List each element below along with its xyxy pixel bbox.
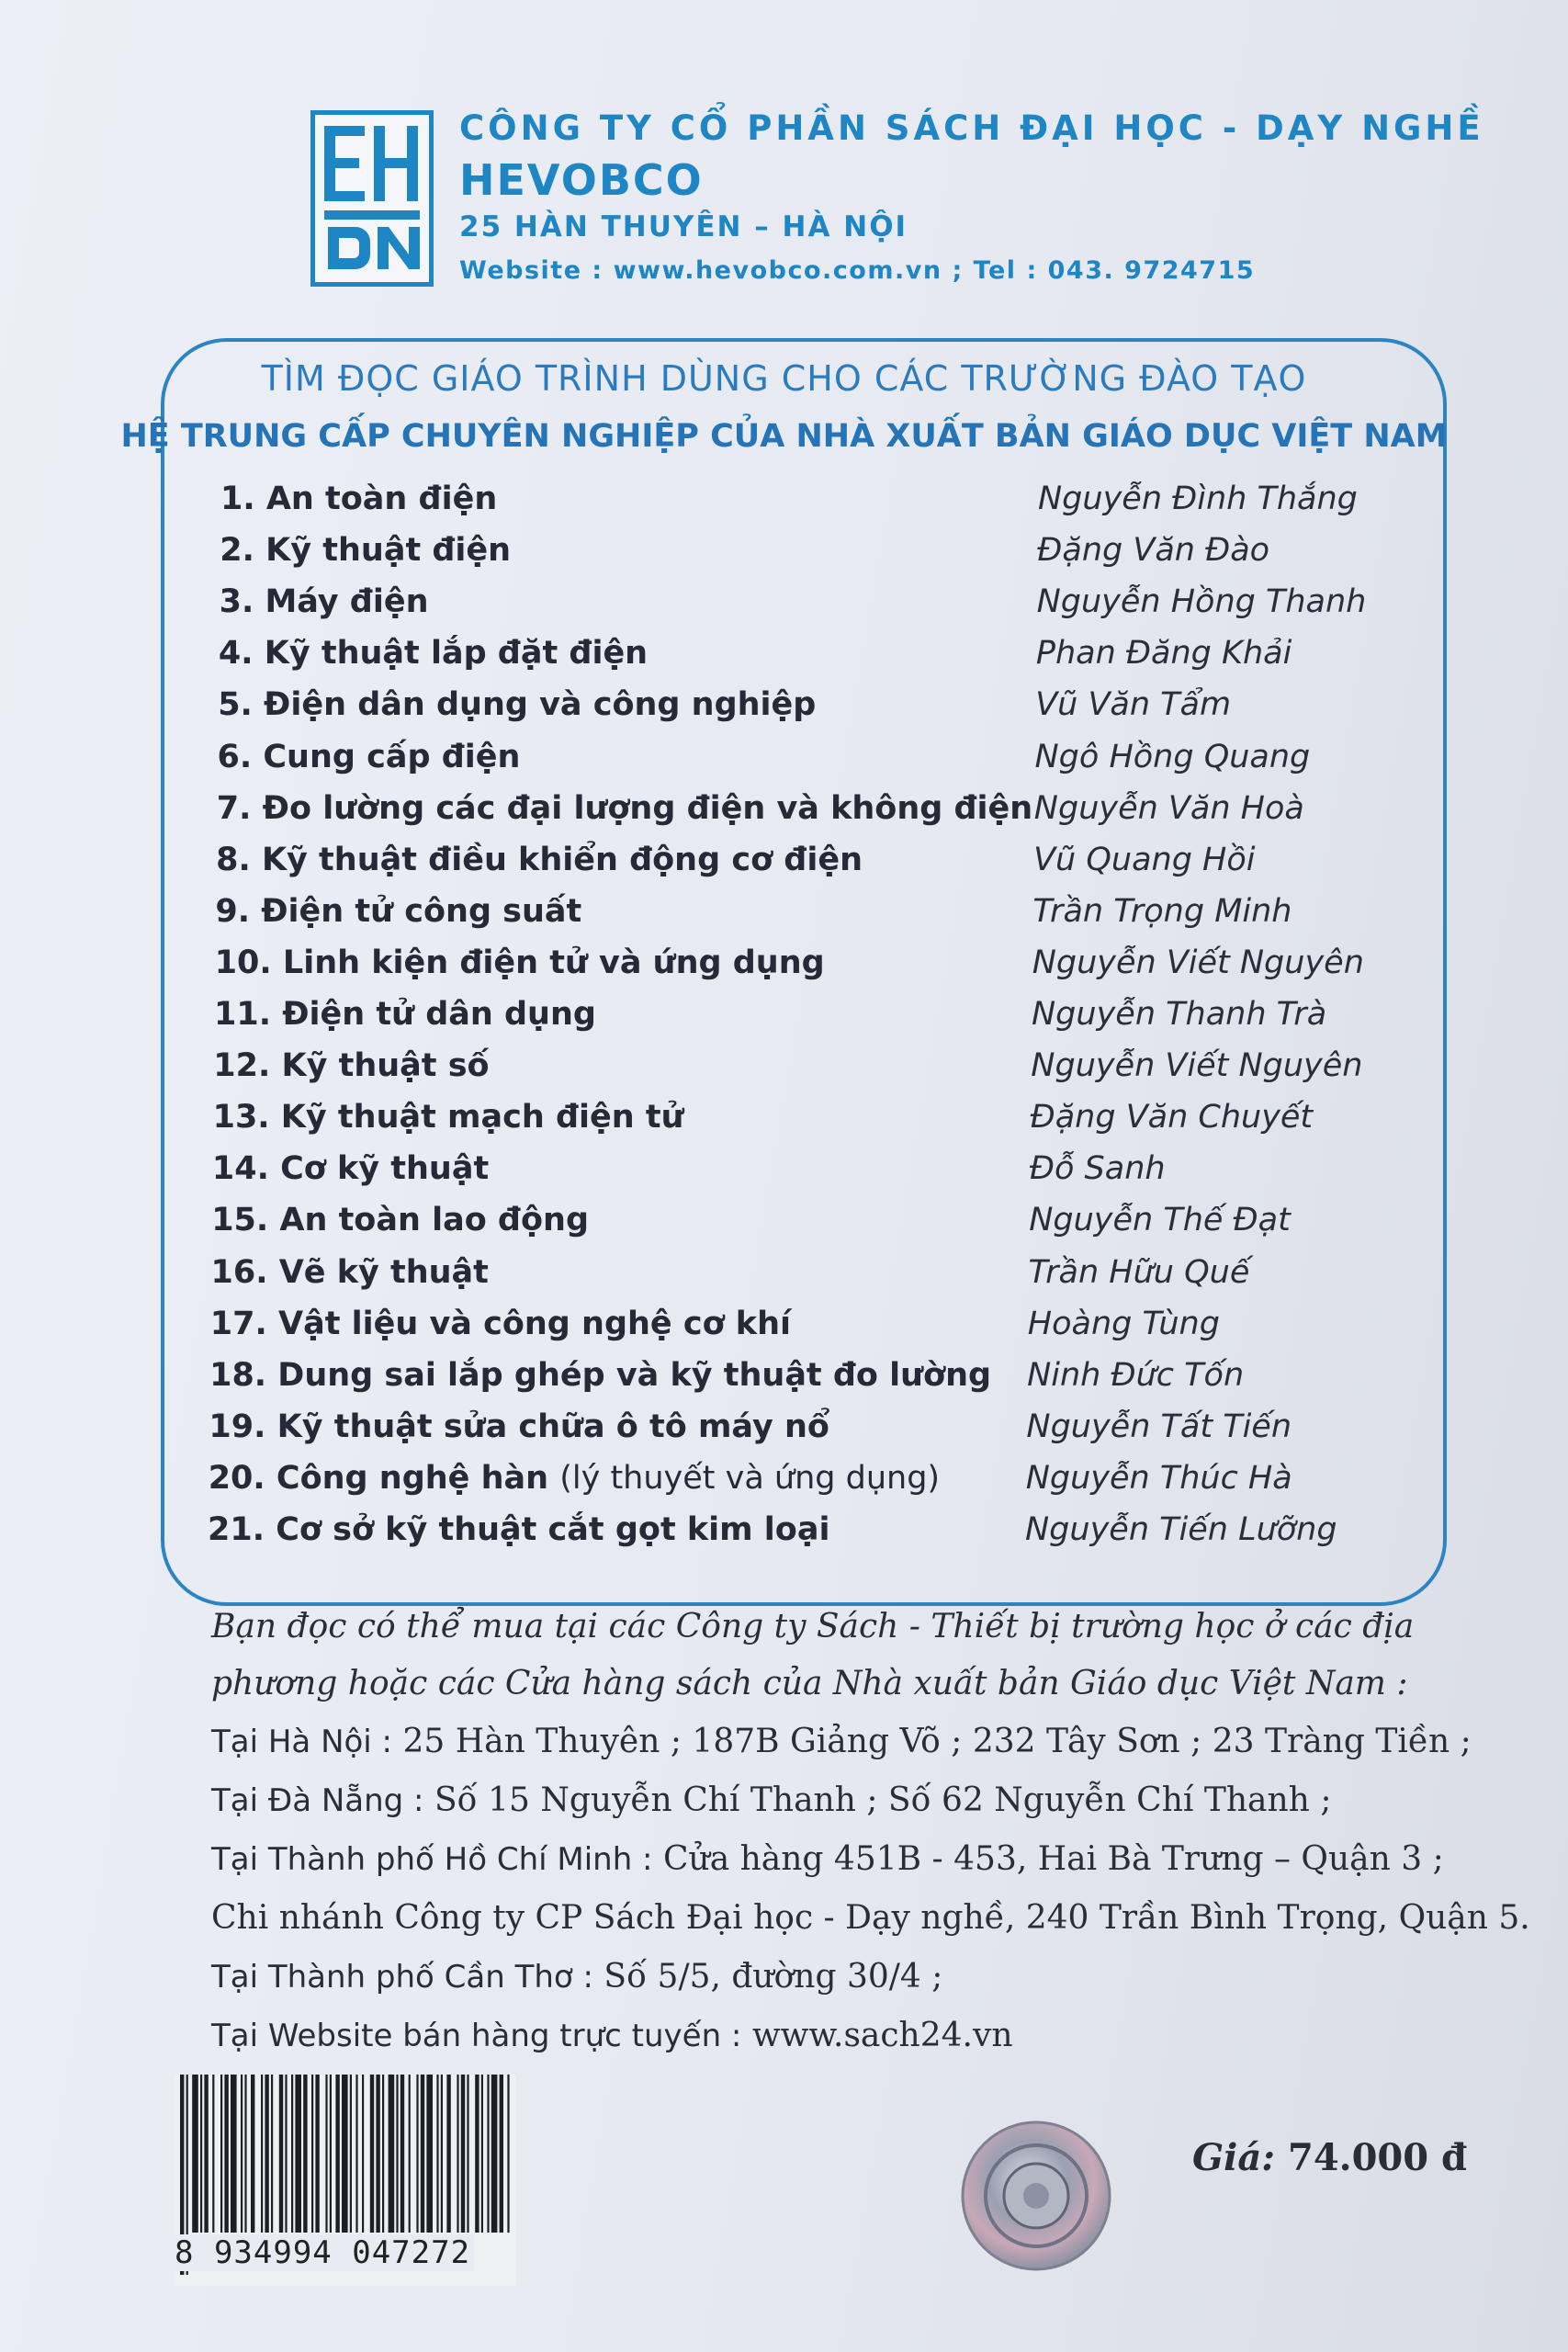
purchase-info (211, 1599, 1530, 2065)
location-text: www.sach24.vn (741, 2017, 1013, 2054)
book-author: Vũ Quang Hồi (1033, 841, 1256, 878)
book-number: 19. (209, 1408, 266, 1445)
book-title (218, 686, 816, 723)
panel-subheading: HỆ TRUNG CẤP CHUYÊN NGHIỆP CỦA NHÀ XUẤT BẢN GIÁO DỤC VIỆT NAM (120, 418, 1448, 455)
book-title-text: Điện tử dân dụng (282, 996, 596, 1033)
book-title (217, 790, 1032, 827)
book-number: 13. (212, 1099, 270, 1136)
book-title-text: Điện dân dụng và công nghiệp (264, 686, 817, 724)
book-title-note: (lý thuyết và ứng dụng) (559, 1459, 941, 1497)
book-number: 2. (220, 532, 254, 570)
book-title (210, 1306, 791, 1342)
book-title-text: Kỹ thuật điều khiển động cơ điện (261, 841, 863, 878)
book-row (0, 532, 1568, 583)
book-author: Nguyễn Thúc Hà (1025, 1459, 1292, 1497)
book-title-text: Vẽ kỹ thuật (278, 1253, 489, 1291)
location-label: Tại Thành phố Cần Thơ : (211, 1959, 593, 1996)
book-title (213, 1099, 684, 1136)
book-row (0, 1511, 1568, 1563)
book-author: Hoàng Tùng (1027, 1305, 1220, 1342)
book-row (0, 1047, 1568, 1099)
book-title-text: Điện tử công suất (261, 892, 582, 930)
book-number: 21. (208, 1511, 265, 1548)
book-number: 9. (215, 892, 251, 930)
publisher-block (459, 108, 1484, 285)
book-title (220, 481, 497, 517)
book-row (0, 790, 1568, 842)
book-row (0, 1202, 1568, 1253)
barcode-digits: 8 934994 047272 (175, 2234, 474, 2271)
book-author: Nguyễn Thanh Trà (1032, 996, 1327, 1033)
book-row (0, 1099, 1568, 1150)
location-text: Cửa hàng 451B - 453, Hai Bà Trưng – Quận 3 ; (652, 1840, 1444, 1878)
book-row (0, 1150, 1568, 1202)
publisher-name: CÔNG TY CỔ PHẦN SÁCH ĐẠI HỌC - DẠY NGHỀ (459, 108, 1484, 148)
book-number: 20. (208, 1459, 265, 1497)
location-label: Tại Hà Nội : (211, 1724, 393, 1760)
book-number: 11. (214, 996, 272, 1033)
book-title (211, 1254, 489, 1291)
purchase-location (211, 2007, 1530, 2065)
book-title (209, 1460, 940, 1497)
book-title-text: An toàn điện (265, 481, 498, 517)
book-number: 14. (211, 1150, 269, 1188)
book-author: Vũ Văn Tẩm (1035, 686, 1232, 724)
book-title-text: Cơ kỹ thuật (280, 1150, 490, 1188)
book-row (0, 481, 1568, 532)
book-author: Nguyễn Hồng Thanh (1036, 583, 1367, 621)
book-title (211, 1202, 589, 1238)
purchase-location (211, 1948, 1530, 2007)
book-title (214, 996, 596, 1033)
hologram-seal-icon (958, 2118, 1114, 2274)
book-row (0, 1357, 1568, 1408)
book-title (212, 1150, 489, 1187)
book-title-text: An toàn lao động (279, 1202, 589, 1239)
dhdn-logo-icon (315, 115, 429, 282)
book-number: 1. (220, 481, 255, 517)
book-row (0, 1408, 1568, 1460)
book-title (218, 739, 521, 775)
purchase-location (211, 1830, 1530, 1889)
purchase-locations (211, 1713, 1530, 2065)
book-number: 17. (209, 1305, 267, 1342)
book-row (0, 635, 1568, 686)
book-title-text: Linh kiện điện tử và ứng dụng (282, 944, 825, 981)
purchase-location (211, 1889, 1530, 1948)
book-title-text: Vật liệu và công nghệ cơ khí (278, 1305, 792, 1342)
location-text: 25 Hàn Thuyên ; 187B Giảng Võ ; 232 Tây Sơn ; 23 Tràng Tiền ; (392, 1723, 1472, 1760)
price (1192, 2136, 1467, 2179)
book-title-text: Kỹ thuật điện (265, 532, 512, 570)
book-title-text: Công nghệ hàn (276, 1459, 549, 1497)
book-number: 8. (216, 841, 251, 878)
book-author: Nguyễn Văn Hoà (1033, 789, 1304, 827)
book-author: Nguyễn Thế Đạt (1029, 1202, 1291, 1239)
book-row (0, 686, 1568, 738)
location-label: Tại Website bán hàng trực tuyến : (211, 2018, 742, 2054)
book-author: Đặng Văn Đào (1037, 532, 1270, 570)
location-text: Chi nhánh Công ty CP Sách Đại học - Dạy nghề, 240 Trần Bình Trọng, Quận 5. (211, 1899, 1530, 1937)
book-title-text: Kỹ thuật mạch điện tử (280, 1099, 684, 1136)
book-title (216, 842, 863, 878)
book-title-text: Dung sai lắp ghép và kỹ thuật đo lường (277, 1356, 992, 1394)
book-row (0, 739, 1568, 790)
location-label: Tại Thành phố Hồ Chí Minh : (211, 1841, 653, 1878)
publisher-short-name: HEVOBCO (459, 155, 704, 205)
publisher-address: 25 HÀN THUYÊN – HÀ NỘI (459, 210, 908, 243)
book-number: 15. (211, 1202, 269, 1239)
book-number: 12. (213, 1047, 271, 1085)
publisher-contact: Website : www.hevobco.com.vn ; Tel : 043. 9724715 (459, 256, 1256, 285)
book-title (215, 944, 825, 981)
book-title-text: Kỹ thuật số (281, 1047, 490, 1085)
location-label: Tại Đà Nẵng : (211, 1782, 424, 1819)
book-author: Trần Hữu Quế (1028, 1253, 1250, 1291)
panel-heading: TÌM ĐỌC GIÁO TRÌNH DÙNG CHO CÁC TRƯỜNG ĐÀO TẠO (261, 358, 1307, 399)
book-row (0, 842, 1568, 893)
book-number: 16. (210, 1253, 268, 1291)
book-number: 18. (209, 1356, 267, 1394)
book-title (220, 583, 429, 620)
book-number: 6. (217, 738, 253, 775)
book-row (0, 1254, 1568, 1306)
book-title-text: Cung cấp điện (263, 738, 521, 775)
book-author: Phan Đăng Khải (1035, 635, 1292, 673)
book-author: Đỗ Sanh (1029, 1150, 1166, 1188)
book-title (215, 893, 581, 930)
price-value: 74.000 đ (1287, 2136, 1467, 2179)
purchase-location (211, 1771, 1530, 1830)
book-author: Ninh Đức Tốn (1027, 1356, 1245, 1394)
book-row (0, 944, 1568, 996)
book-author: Nguyễn Viết Nguyên (1032, 944, 1364, 981)
book-title (220, 532, 511, 569)
book-author: Nguyễn Viết Nguyên (1031, 1047, 1363, 1085)
book-row (0, 1306, 1568, 1357)
book-row (0, 996, 1568, 1047)
book-number: 10. (214, 944, 272, 981)
book-author: Đặng Văn Chuyết (1030, 1099, 1314, 1136)
publisher-logo (310, 110, 434, 287)
book-row (0, 583, 1568, 635)
location-text: Số 5/5, đường 30/4 ; (592, 1958, 943, 1996)
book-title (209, 1357, 991, 1394)
book-title (213, 1047, 489, 1084)
book-row (0, 893, 1568, 944)
book-number: 5. (218, 686, 253, 724)
book-title (208, 1511, 829, 1548)
book-title-text: Kỹ thuật sửa chữa ô tô máy nổ (276, 1408, 829, 1445)
book-author: Ngô Hồng Quang (1034, 738, 1311, 775)
book-author: Nguyễn Tiến Lưỡng (1025, 1511, 1337, 1548)
book-author: Nguyễn Tất Tiến (1026, 1408, 1292, 1445)
book-title (219, 635, 648, 672)
book-title-text: Kỹ thuật lắp đặt điện (264, 635, 649, 673)
book-title-text: Đo lường các đại lượng điện và không điện (262, 789, 1033, 827)
price-label: Giá: (1192, 2136, 1276, 2179)
book-number: 7. (216, 789, 252, 827)
book-number: 4. (218, 635, 254, 673)
book-number: 3. (219, 583, 254, 621)
book-author: Nguyễn Đình Thắng (1038, 481, 1358, 517)
purchase-location (211, 1713, 1530, 1771)
book-row (0, 1460, 1568, 1511)
book-title-text: Máy điện (265, 583, 429, 621)
purchase-intro: Bạn đọc có thể mua tại các Công ty Sách - Thiết bị trường học ở các địa phương hoặc các Cửa hàng sách của Nhà xuất bản Giáo dục Việt Nam : (211, 1608, 1415, 1702)
book-author: Trần Trọng Minh (1032, 892, 1292, 930)
book-title-text: Cơ sở kỹ thuật cắt gọt kim loại (276, 1511, 830, 1548)
location-text: Số 15 Nguyễn Chí Thanh ; Số 62 Nguyễn Chí Thanh ; (423, 1781, 1332, 1819)
book-title (209, 1408, 829, 1445)
